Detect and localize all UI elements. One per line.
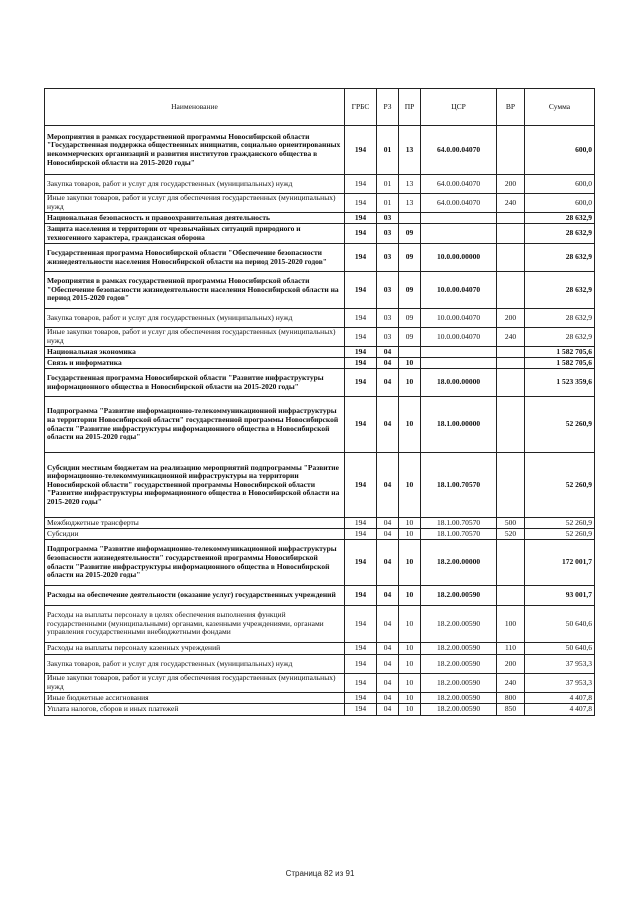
cell-pr: 10 xyxy=(399,643,421,655)
cell-sum: 4 407,8 xyxy=(525,704,595,716)
table-row xyxy=(45,397,595,453)
cell-sum: 28 632,9 xyxy=(525,213,595,224)
cell-pr: 10 xyxy=(399,606,421,643)
cell-grbs: 194 xyxy=(345,369,377,397)
cell-grbs: 194 xyxy=(345,693,377,704)
cell-sum: 28 632,9 xyxy=(525,309,595,328)
header-name: Наименование xyxy=(45,89,345,126)
table-row xyxy=(45,586,595,606)
cell-name: Защита населения и территории от чрезвычайных ситуаций природного и техногенного характера, гражданская оборона xyxy=(45,224,345,244)
cell-sum: 600,0 xyxy=(525,194,595,213)
cell-pr: 13 xyxy=(399,175,421,194)
cell-rz: 03 xyxy=(377,328,399,347)
cell-name: Связь и информатика xyxy=(45,358,345,369)
cell-rz: 04 xyxy=(377,529,399,540)
header-pr: ПР xyxy=(399,89,421,126)
cell-grbs: 194 xyxy=(345,358,377,369)
cell-sum: 28 632,9 xyxy=(525,328,595,347)
cell-pr xyxy=(399,347,421,358)
table-row xyxy=(45,175,595,194)
cell-name: Расходы на выплаты персоналу в целях обеспечения выполнения функций государственными (муниципальными) органами, казенными учреждениями, органами управления государственными внебюджетными фондами xyxy=(45,606,345,643)
cell-grbs: 194 xyxy=(345,194,377,213)
cell-csr: 18.1.00.70570 xyxy=(421,518,497,529)
page-footer: Страница 82 из 91 xyxy=(285,869,355,878)
cell-csr: 64.0.00.04070 xyxy=(421,126,497,175)
cell-pr: 10 xyxy=(399,674,421,693)
table-row xyxy=(45,213,595,224)
cell-grbs: 194 xyxy=(345,586,377,606)
cell-rz: 04 xyxy=(377,540,399,586)
cell-name: Национальная безопасность и правоохранительная деятельность xyxy=(45,213,345,224)
cell-rz: 04 xyxy=(377,397,399,453)
cell-name: Иные бюджетные ассигнования xyxy=(45,693,345,704)
cell-sum: 50 640,6 xyxy=(525,643,595,655)
cell-vr xyxy=(497,272,525,309)
cell-vr xyxy=(497,397,525,453)
cell-csr: 18.2.00.00590 xyxy=(421,674,497,693)
header-vr: ВР xyxy=(497,89,525,126)
cell-grbs: 194 xyxy=(345,244,377,272)
cell-sum: 52 260,9 xyxy=(525,518,595,529)
cell-csr: 18.1.00.70570 xyxy=(421,453,497,518)
cell-grbs: 194 xyxy=(345,224,377,244)
cell-sum: 52 260,9 xyxy=(525,397,595,453)
cell-rz: 04 xyxy=(377,586,399,606)
cell-rz: 03 xyxy=(377,224,399,244)
cell-sum: 93 001,7 xyxy=(525,586,595,606)
cell-csr: 18.2.00.00590 xyxy=(421,693,497,704)
cell-csr: 18.1.00.00000 xyxy=(421,397,497,453)
cell-sum: 37 953,3 xyxy=(525,674,595,693)
cell-name: Национальная экономика xyxy=(45,347,345,358)
cell-vr: 100 xyxy=(497,606,525,643)
cell-rz: 01 xyxy=(377,194,399,213)
cell-name: Иные закупки товаров, работ и услуг для обеспечения государственных (муниципальных) нужд xyxy=(45,674,345,693)
cell-grbs: 194 xyxy=(345,674,377,693)
cell-vr xyxy=(497,540,525,586)
cell-pr: 10 xyxy=(399,540,421,586)
table-row xyxy=(45,272,595,309)
cell-grbs: 194 xyxy=(345,213,377,224)
cell-csr xyxy=(421,347,497,358)
cell-rz: 03 xyxy=(377,244,399,272)
table-row xyxy=(45,347,595,358)
table-row xyxy=(45,655,595,674)
cell-sum: 28 632,9 xyxy=(525,244,595,272)
cell-sum: 1 523 359,6 xyxy=(525,369,595,397)
cell-pr: 10 xyxy=(399,358,421,369)
cell-rz: 04 xyxy=(377,518,399,529)
table-row xyxy=(45,126,595,175)
cell-name: Иные закупки товаров, работ и услуг для обеспечения государственных (муниципальных) нужд xyxy=(45,194,345,213)
cell-pr: 09 xyxy=(399,272,421,309)
cell-grbs: 194 xyxy=(345,309,377,328)
cell-rz: 03 xyxy=(377,213,399,224)
cell-rz: 04 xyxy=(377,358,399,369)
cell-pr: 10 xyxy=(399,529,421,540)
cell-grbs: 194 xyxy=(345,704,377,716)
table-row xyxy=(45,244,595,272)
cell-name: Мероприятия в рамках государственной программы Новосибирской области "Государственная поддержка общественных инициатив, социально ориентированных некоммерческих организаций и развития институтов гражданского общества в Новосибирской области на 2015-2020 годы" xyxy=(45,126,345,175)
cell-name: Расходы на обеспечение деятельности (оказание услуг) государственных учреждений xyxy=(45,586,345,606)
cell-vr xyxy=(497,347,525,358)
cell-name: Подпрограмма "Развитие информационно-телекоммуникационной инфраструктуры безопасности жизнедеятельности" государственной программы Новосибирской области "Развитие инфраструктуры информационного общества в Новосибирской области на 2015-2020 годы" xyxy=(45,540,345,586)
cell-vr: 200 xyxy=(497,655,525,674)
cell-csr: 10.0.00.04070 xyxy=(421,328,497,347)
header-rz: РЗ xyxy=(377,89,399,126)
table-row xyxy=(45,518,595,529)
cell-csr xyxy=(421,213,497,224)
cell-vr: 500 xyxy=(497,518,525,529)
cell-csr: 10.0.00.04070 xyxy=(421,272,497,309)
cell-vr xyxy=(497,244,525,272)
cell-grbs: 194 xyxy=(345,175,377,194)
cell-vr: 200 xyxy=(497,175,525,194)
cell-grbs: 194 xyxy=(345,453,377,518)
cell-name: Государственная программа Новосибирской области "Развитие инфраструктуры информационного общества в Новосибирской области на 2015-2020 годы" xyxy=(45,369,345,397)
cell-csr: 18.2.00.00590 xyxy=(421,643,497,655)
cell-name: Государственная программа Новосибирской области "Обеспечение безопасности жизнедеятельности населения Новосибирской области на период 2015-2020 годов" xyxy=(45,244,345,272)
cell-csr: 18.2.00.00590 xyxy=(421,586,497,606)
cell-vr: 240 xyxy=(497,194,525,213)
table-body xyxy=(45,126,595,716)
budget-table xyxy=(44,88,595,716)
cell-rz: 01 xyxy=(377,175,399,194)
cell-grbs: 194 xyxy=(345,643,377,655)
cell-vr: 240 xyxy=(497,674,525,693)
cell-csr: 10.0.00.04070 xyxy=(421,309,497,328)
cell-grbs: 194 xyxy=(345,272,377,309)
cell-pr: 10 xyxy=(399,397,421,453)
cell-sum: 1 582 705,6 xyxy=(525,347,595,358)
table-row xyxy=(45,674,595,693)
cell-name: Закупка товаров, работ и услуг для государственных (муниципальных) нужд xyxy=(45,175,345,194)
cell-sum: 172 001,7 xyxy=(525,540,595,586)
cell-name: Мероприятия в рамках государственной программы Новосибирской области "Обеспечение безопасности жизнедеятельности населения Новосибирской области на период 2015-2020 годов" xyxy=(45,272,345,309)
cell-pr: 10 xyxy=(399,518,421,529)
cell-grbs: 194 xyxy=(345,655,377,674)
cell-vr: 800 xyxy=(497,693,525,704)
cell-sum: 4 407,8 xyxy=(525,693,595,704)
header-csr: ЦСР xyxy=(421,89,497,126)
cell-vr: 850 xyxy=(497,704,525,716)
cell-grbs: 194 xyxy=(345,529,377,540)
cell-csr: 64.0.00.04070 xyxy=(421,194,497,213)
cell-rz: 04 xyxy=(377,704,399,716)
cell-sum: 52 260,9 xyxy=(525,529,595,540)
cell-grbs: 194 xyxy=(345,606,377,643)
cell-pr: 10 xyxy=(399,453,421,518)
cell-rz: 04 xyxy=(377,453,399,518)
cell-csr: 10.0.00.00000 xyxy=(421,244,497,272)
cell-csr: 18.2.00.00000 xyxy=(421,540,497,586)
cell-name: Расходы на выплаты персоналу казенных учреждений xyxy=(45,643,345,655)
cell-vr xyxy=(497,224,525,244)
cell-grbs: 194 xyxy=(345,540,377,586)
cell-vr xyxy=(497,358,525,369)
cell-rz: 04 xyxy=(377,674,399,693)
table-row xyxy=(45,224,595,244)
cell-pr: 13 xyxy=(399,126,421,175)
cell-pr: 10 xyxy=(399,369,421,397)
cell-pr: 10 xyxy=(399,704,421,716)
cell-pr: 09 xyxy=(399,309,421,328)
cell-rz: 01 xyxy=(377,126,399,175)
cell-pr: 09 xyxy=(399,244,421,272)
cell-grbs: 194 xyxy=(345,518,377,529)
cell-sum: 52 260,9 xyxy=(525,453,595,518)
cell-csr: 64.0.00.04070 xyxy=(421,175,497,194)
cell-vr: 520 xyxy=(497,529,525,540)
cell-rz: 03 xyxy=(377,309,399,328)
cell-vr: 110 xyxy=(497,643,525,655)
cell-csr: 18.1.00.70570 xyxy=(421,529,497,540)
table-row xyxy=(45,328,595,347)
cell-name: Подпрограмма "Развитие информационно-телекоммуникационной инфраструктуры на территории Новосибирской области" государственной программы Новосибирской области "Развитие инфраструктуры информационного общества в Новосибирской области на 2015-2020 годы" xyxy=(45,397,345,453)
cell-pr: 10 xyxy=(399,586,421,606)
cell-csr: 18.0.00.00000 xyxy=(421,369,497,397)
table-row xyxy=(45,529,595,540)
table-row xyxy=(45,540,595,586)
cell-pr: 13 xyxy=(399,194,421,213)
cell-pr: 10 xyxy=(399,655,421,674)
header-sum: Сумма xyxy=(525,89,595,126)
cell-grbs: 194 xyxy=(345,397,377,453)
cell-name: Уплата налогов, сборов и иных платежей xyxy=(45,704,345,716)
cell-name: Межбюджетные трансферты xyxy=(45,518,345,529)
cell-name: Закупка товаров, работ и услуг для государственных (муниципальных) нужд xyxy=(45,309,345,328)
cell-rz: 04 xyxy=(377,369,399,397)
table-header-row xyxy=(45,89,595,126)
cell-sum: 50 640,6 xyxy=(525,606,595,643)
cell-vr xyxy=(497,213,525,224)
table-row xyxy=(45,693,595,704)
cell-sum: 28 632,9 xyxy=(525,224,595,244)
cell-pr xyxy=(399,213,421,224)
cell-csr: 18.2.00.00590 xyxy=(421,606,497,643)
cell-csr: 18.2.00.00590 xyxy=(421,704,497,716)
cell-pr: 10 xyxy=(399,693,421,704)
table-row xyxy=(45,369,595,397)
cell-sum: 37 953,3 xyxy=(525,655,595,674)
cell-grbs: 194 xyxy=(345,347,377,358)
cell-sum: 28 632,9 xyxy=(525,272,595,309)
table-row xyxy=(45,453,595,518)
cell-sum: 600,0 xyxy=(525,175,595,194)
cell-csr: 18.2.00.00590 xyxy=(421,655,497,674)
cell-rz: 03 xyxy=(377,272,399,309)
cell-rz: 04 xyxy=(377,643,399,655)
header-grbs: ГРБС xyxy=(345,89,377,126)
cell-name: Субсидии xyxy=(45,529,345,540)
cell-vr xyxy=(497,586,525,606)
cell-vr xyxy=(497,126,525,175)
cell-name: Субсидии местным бюджетам на реализацию мероприятий подпрограммы "Развитие информационно-телекоммуникационной инфраструктуры на территории Новосибирской области" государственной программы Новосибирской области "Развитие инфраструктуры информационного общества в Новосибирской области на 2015-2020 годы" xyxy=(45,453,345,518)
table-row xyxy=(45,606,595,643)
cell-name: Иные закупки товаров, работ и услуг для обеспечения государственных (муниципальных) нужд xyxy=(45,328,345,347)
cell-grbs: 194 xyxy=(345,126,377,175)
table-row xyxy=(45,643,595,655)
cell-csr xyxy=(421,224,497,244)
cell-vr: 200 xyxy=(497,309,525,328)
table-row xyxy=(45,309,595,328)
cell-pr: 09 xyxy=(399,328,421,347)
cell-vr xyxy=(497,453,525,518)
table-row xyxy=(45,194,595,213)
cell-rz: 04 xyxy=(377,655,399,674)
cell-grbs: 194 xyxy=(345,328,377,347)
cell-name: Закупка товаров, работ и услуг для государственных (муниципальных) нужд xyxy=(45,655,345,674)
cell-csr xyxy=(421,358,497,369)
cell-rz: 04 xyxy=(377,693,399,704)
cell-pr: 09 xyxy=(399,224,421,244)
cell-rz: 04 xyxy=(377,347,399,358)
cell-sum: 600,0 xyxy=(525,126,595,175)
table-row xyxy=(45,704,595,716)
table-row xyxy=(45,358,595,369)
cell-sum: 1 582 705,6 xyxy=(525,358,595,369)
cell-vr xyxy=(497,369,525,397)
cell-rz: 04 xyxy=(377,606,399,643)
cell-vr: 240 xyxy=(497,328,525,347)
